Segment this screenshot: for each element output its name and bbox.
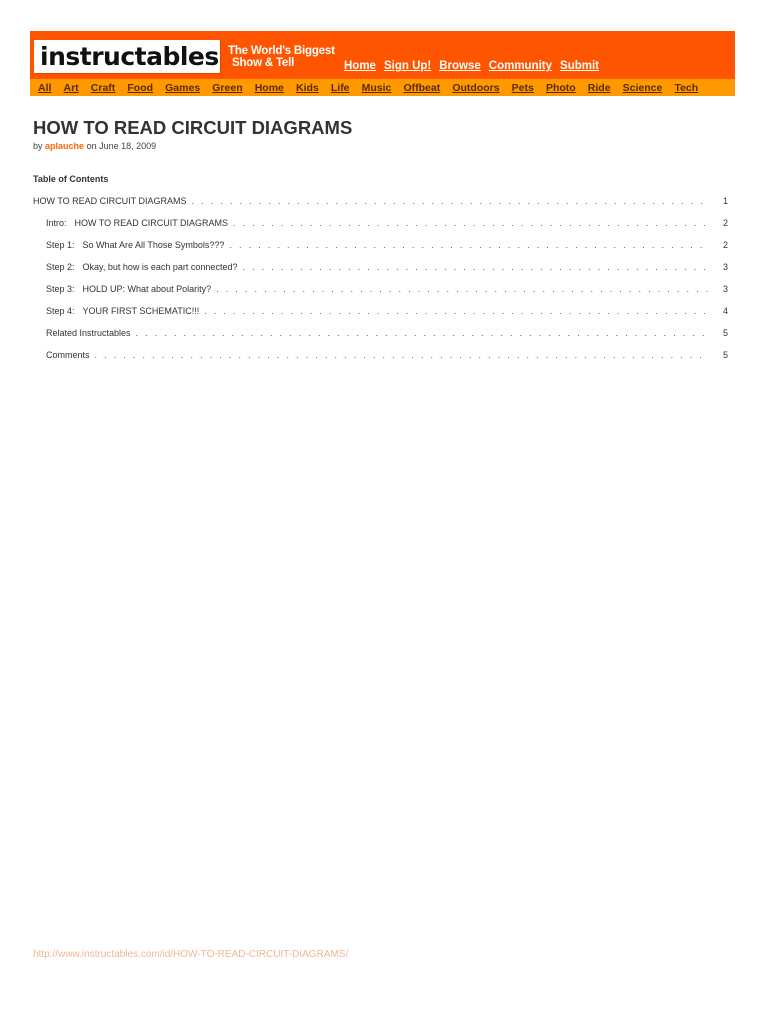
toc-entry-title[interactable] — [33, 196, 728, 218]
byline — [33, 141, 156, 151]
toc-entry-text: Comments — [46, 350, 90, 360]
toc-leader-dots — [229, 240, 708, 250]
toc-leader-dots — [233, 218, 708, 228]
toc-leader-dots — [204, 306, 708, 316]
toc-entry-related-instructables[interactable] — [33, 328, 728, 350]
header-banner — [30, 31, 735, 79]
toc-page-number: 5 — [722, 350, 728, 360]
category-link-home[interactable]: Home — [254, 81, 284, 94]
tagline-line-2: Show & Tell — [232, 57, 295, 69]
toc-entry-step-1[interactable] — [33, 240, 728, 262]
toc-entry-label — [46, 284, 211, 294]
category-link-offbeat[interactable]: Offbeat — [403, 81, 441, 94]
toc-entry-label — [46, 306, 199, 316]
toc-entry-label — [46, 218, 228, 228]
toc-entry-label — [46, 328, 131, 338]
toc-entry-text: Okay, but how is each part connected? — [82, 262, 238, 272]
toc-page-number: 4 — [722, 306, 728, 316]
category-link-tech[interactable]: Tech — [674, 81, 699, 94]
toc-entry-text: HOLD UP: What about Polarity? — [82, 284, 212, 294]
toc-entry-text: Related Instructables — [46, 328, 131, 338]
category-link-life[interactable]: Life — [330, 81, 350, 94]
toc-leader-dots — [192, 196, 708, 206]
author-link[interactable]: aplauche — [45, 141, 85, 151]
category-link-science[interactable]: Science — [622, 81, 663, 94]
toc-entry-text: HOW TO READ CIRCUIT DIAGRAMS — [33, 196, 187, 206]
category-link-art[interactable]: Art — [63, 81, 79, 94]
toc-entry-text: So What Are All Those Symbols??? — [82, 240, 225, 250]
toc-step-label: Step 2: — [46, 262, 75, 272]
toc-step-label: Step 3: — [46, 284, 75, 294]
category-link-games[interactable]: Games — [165, 81, 201, 94]
top-nav — [344, 60, 599, 72]
toc-entry-step-4[interactable] — [33, 306, 728, 328]
toc-step-label: Step 4: — [46, 306, 75, 316]
category-link-kids[interactable]: Kids — [296, 81, 319, 94]
toc-leader-dots — [136, 328, 708, 338]
category-link-photo[interactable]: Photo — [545, 81, 576, 94]
category-link-music[interactable]: Music — [361, 81, 392, 94]
toc-leader-dots — [216, 284, 708, 294]
nav-link-sign-up[interactable]: Sign Up! — [383, 60, 432, 72]
nav-link-home[interactable]: Home — [344, 60, 376, 72]
category-link-craft[interactable]: Craft — [90, 81, 116, 94]
category-link-green[interactable]: Green — [212, 81, 243, 94]
toc-entry-label — [46, 240, 224, 250]
toc-entry-text: HOW TO READ CIRCUIT DIAGRAMS — [74, 218, 229, 228]
byline-prefix: by — [33, 141, 43, 151]
toc-page-number: 2 — [722, 240, 728, 250]
toc-entry-intro[interactable] — [33, 218, 728, 240]
toc-entry-step-3[interactable] — [33, 284, 728, 306]
toc-entry-text: YOUR FIRST SCHEMATIC!!! — [82, 306, 200, 316]
nav-link-submit[interactable]: Submit — [560, 60, 600, 72]
toc-leader-dots — [95, 350, 708, 360]
logo-text: instructables — [40, 42, 219, 71]
toc-page-number: 1 — [722, 196, 728, 206]
toc-entry-comments[interactable] — [33, 350, 728, 372]
category-list — [30, 79, 735, 96]
footer-source-url[interactable]: http://www.instructables.com/id/HOW-TO-READ-CIRCUIT-DIAGRAMS/ — [33, 949, 349, 960]
table-of-contents — [33, 196, 728, 372]
toc-entry-step-2[interactable] — [33, 262, 728, 284]
publish-date: on June 18, 2009 — [86, 141, 157, 151]
category-link-all[interactable]: All — [38, 81, 52, 94]
toc-page-number: 3 — [722, 284, 728, 294]
toc-step-label: Intro: — [46, 218, 67, 228]
category-link-outdoors[interactable]: Outdoors — [452, 81, 500, 94]
toc-page-number: 2 — [722, 218, 728, 228]
toc-entry-label — [46, 350, 90, 360]
toc-page-number: 5 — [722, 328, 728, 338]
toc-step-label: Step 1: — [46, 240, 75, 250]
toc-page-number: 3 — [722, 262, 728, 272]
toc-heading: Table of Contents — [33, 174, 109, 184]
category-link-food[interactable]: Food — [127, 81, 154, 94]
site-tagline — [228, 45, 335, 69]
category-bar — [30, 79, 735, 96]
toc-leader-dots — [242, 262, 708, 272]
tagline-line-1: The World's Biggest — [228, 45, 335, 57]
site-logo[interactable] — [34, 40, 220, 73]
toc-entry-label — [46, 262, 237, 272]
page-title: HOW TO READ CIRCUIT DIAGRAMS — [33, 117, 353, 138]
category-link-pets[interactable]: Pets — [511, 81, 534, 94]
category-link-ride[interactable]: Ride — [587, 81, 611, 94]
nav-link-community[interactable]: Community — [488, 60, 553, 72]
toc-entry-label — [33, 196, 187, 206]
nav-link-browse[interactable]: Browse — [439, 60, 481, 72]
